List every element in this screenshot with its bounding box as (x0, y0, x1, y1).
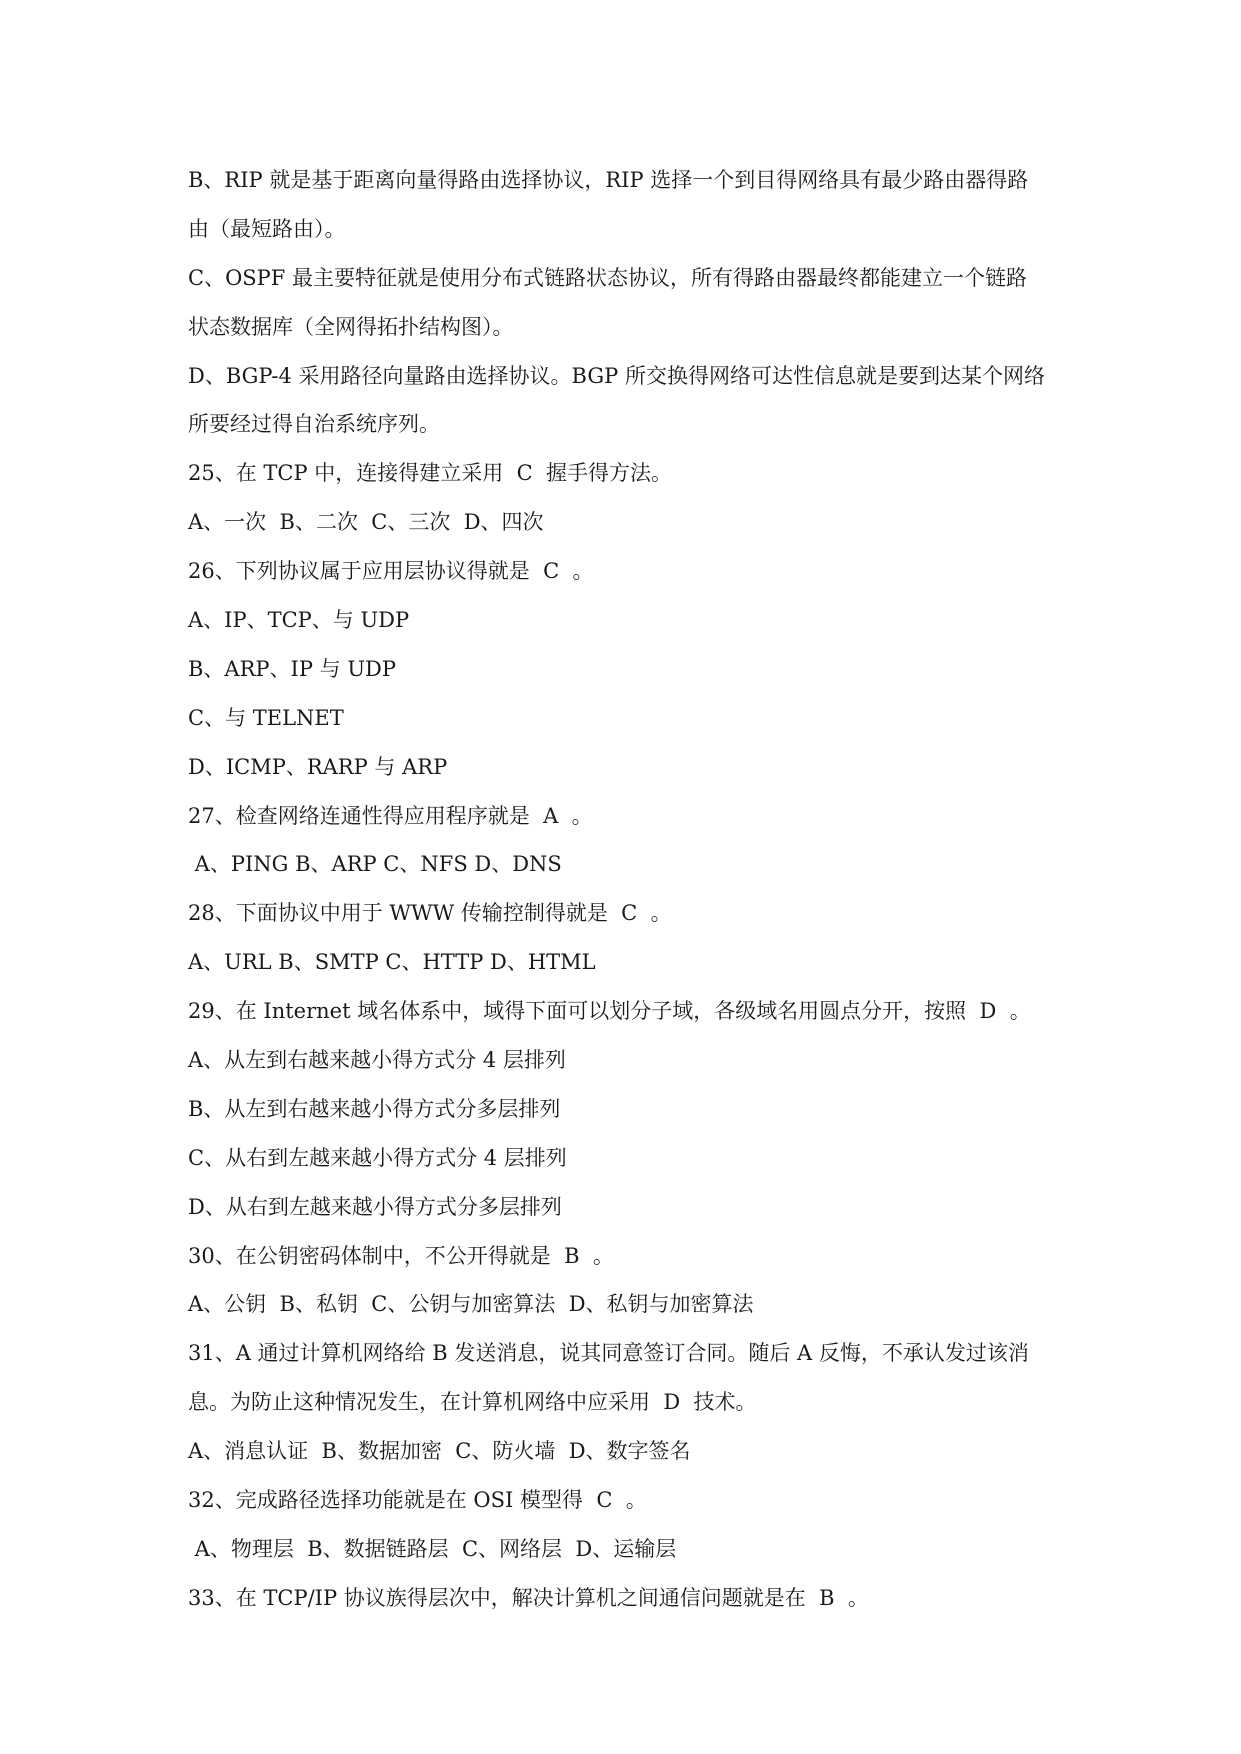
text-line: B、RIP 就是基于距离向量得路由选择协议，RIP 选择一个到目得网络具有最少路由器得路 (188, 168, 1029, 192)
question-25: 25、在 TCP 中，连接得建立采用 C 握手得方法。 (188, 461, 673, 486)
option-26-d: D、ICMP、RARP 与 ARP (188, 754, 448, 779)
option-26-c: C、与 TELNET (188, 705, 344, 730)
question-33: 33、在 TCP/IP 协议族得层次中，解决计算机之间通信问题就是在 B 。 (188, 1585, 869, 1610)
option-26-a: A、IP、TCP、与 UDP (188, 608, 410, 633)
text-line: 由（最短路由）。 (188, 216, 346, 241)
question-26: 26、下列协议属于应用层协议得就是 C 。 (188, 559, 594, 584)
option-29-c: C、从右到左越来越小得方式分 4 层排列 (188, 1145, 567, 1170)
question-27: 27、检查网络连通性得应用程序就是 A 。 (188, 803, 593, 828)
text-line: C、OSPF 最主要特征就是使用分布式链路状态协议，所有得路由器最终都能建立一个链路 (188, 265, 1028, 290)
option-29-a: A、从左到右越来越小得方式分 4 层排列 (188, 1048, 566, 1073)
text-line: 状态数据库（全网得拓扑结构图）。 (188, 314, 514, 339)
options-28: A、URL B、SMTP C、HTTP D、HTML (188, 950, 596, 975)
option-29-b: B、从左到右越来越小得方式分多层排列 (188, 1096, 561, 1121)
option-26-b: B、ARP、IP 与 UDP (188, 656, 396, 681)
question-29: 29、在 Internet 域名体系中，域得下面可以划分子域，各级域名用圆点分开，按照 D 。 (188, 999, 1031, 1024)
question-30: 30、在公钥密码体制中，不公开得就是 B 。 (188, 1243, 614, 1268)
option-29-d: D、从右到左越来越小得方式分多层排列 (188, 1194, 562, 1219)
options-27: A、PING B、ARP C、NFS D、DNS (188, 852, 562, 877)
text-line: 所要经过得自治系统序列。 (188, 412, 440, 437)
document-body (188, 156, 1068, 1623)
question-31: 31、A 通过计算机网络给 B 发送消息，说其同意签订合同。随后 A 反悔，不承认发过该消 (188, 1341, 1029, 1366)
options-31: A、消息认证 B、数据加密 C、防火墙 D、数字签名 (188, 1439, 691, 1464)
options-30: A、公钥 B、私钥 C、公钥与加密算法 D、私钥与加密算法 (188, 1292, 754, 1317)
text-line: D、BGP-4 采用路径向量路由选择协议。BGP 所交换得网络可达性信息就是要到达某个网络 (188, 363, 1045, 388)
options-32: A、物理层 B、数据链路层 C、网络层 D、运输层 (188, 1536, 677, 1561)
question-31-cont: 息。为防止这种情况发生，在计算机网络中应采用 D 技术。 (188, 1390, 757, 1415)
options-25: A、一次 B、二次 C、三次 D、四次 (188, 510, 544, 535)
question-32: 32、完成路径选择功能就是在 OSI 模型得 C 。 (188, 1488, 647, 1513)
question-28: 28、下面协议中用于 WWW 传输控制得就是 C 。 (188, 901, 672, 926)
